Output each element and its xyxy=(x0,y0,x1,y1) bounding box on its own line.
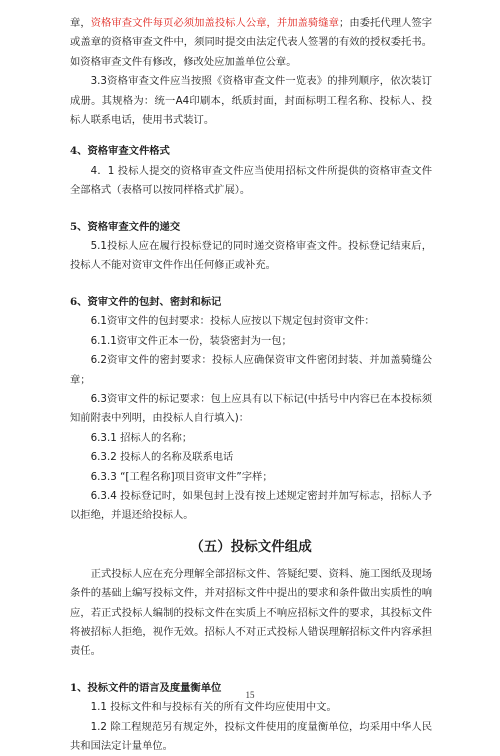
paragraph-intro xyxy=(70,14,432,72)
paragraph-1-1: 1.1 投标文件和与投标有关的所有文件均应使用中文。 xyxy=(90,701,337,714)
paragraph-6-3-1: 6.3.1 招标人的名称； xyxy=(90,431,193,444)
section-paragraph: 正式投标人应在充分理解全部招标文件、答疑纪要、资料、施工图纸及现场条件的基础上编写投标文件，并对招标文件中提出的要求和条件做出实质性的响应，若正式投标人编制的投标文件在实质上不响应招标文件的要求，其投标文件将被招标人拒绝，视作无效。招标人不对正式投标人错误理解招标文件内容承担责任。 xyxy=(70,567,432,658)
paragraph-4-1: 4．1 投标人提交的资格审查文件应当使用招标文件所提供的资格审查文件全部格式（表格可以按同样格式扩展）。 xyxy=(70,164,432,197)
paragraph-6-1-1: 6.1.1资审文件正本一份，装袋密封为一包； xyxy=(90,334,292,347)
paragraph-6-3-3: 6.3.3 “[工程名称]项目资审文件”字样； xyxy=(90,470,273,483)
intro-lead-text: 章， xyxy=(70,17,91,29)
heading-4: 4、资格审查文件格式 xyxy=(70,145,170,158)
paragraph-5-1: 5.1投标人应在履行投标登记的同时递交资格审查文件。投标登记结束后，投标人不能对资审文件作出任何修正或补充。 xyxy=(70,240,432,272)
intro-highlight-text: 资格审查文件每页必须加盖投标人公章，并加盖骑缝章 xyxy=(90,17,339,29)
paragraph-6-2: 6.2资审文件的密封要求：投标人应确保资审文件密闭封装、并加盖骑缝公章； xyxy=(70,354,432,386)
heading-6: 6、资审文件的包封、密封和标记 xyxy=(70,295,222,308)
paragraph-6-1: 6.1资审文件的包封要求：投标人应按以下规定包封资审文件： xyxy=(90,315,375,328)
heading-1: 1、投标文件的语言及度量衡单位 xyxy=(70,681,222,694)
paragraph-3-3: 3.3资格审查文件应当按照《资格审查文件一览表》的排列顺序，依次装订成册。其规格为：统一A4印刷本，纸质封面，封面标明工程名称、投标人、投标人联系电话，使用书式装订。 xyxy=(70,75,432,127)
section-title: （五）投标文件组成 xyxy=(190,538,312,555)
intro-tail-text: ；由委托代理人签字或盖章的资格审查文件中，须同时提交由法定代表人签署的有效的授权委托书。如资格审查文件有修改，修改处应加盖单位公章。 xyxy=(70,17,433,68)
paragraph-6-3-2: 6.3.2 投标人的名称及联系电话 xyxy=(90,451,234,464)
paragraph-1-2: 1.2 除工程规范另有规定外，投标文件使用的度量衡单位，均采用中华人民共和国法定计量单位。 xyxy=(70,720,432,752)
paragraph-6-3: 6.3资审文件的标记要求：包上应具有以下标记(中括号中内容已在本投标须知前附表中列明，由投标人自行填入)： xyxy=(70,392,432,425)
paragraph-6-3-4: 6.3.4 投标登记时，如果包封上没有按上述规定密封并加写标志，招标人予以拒绝，并退还给投标人。 xyxy=(70,489,432,522)
heading-5: 5、资格审查文件的递交 xyxy=(70,220,181,233)
page-number: 15 xyxy=(245,690,255,700)
